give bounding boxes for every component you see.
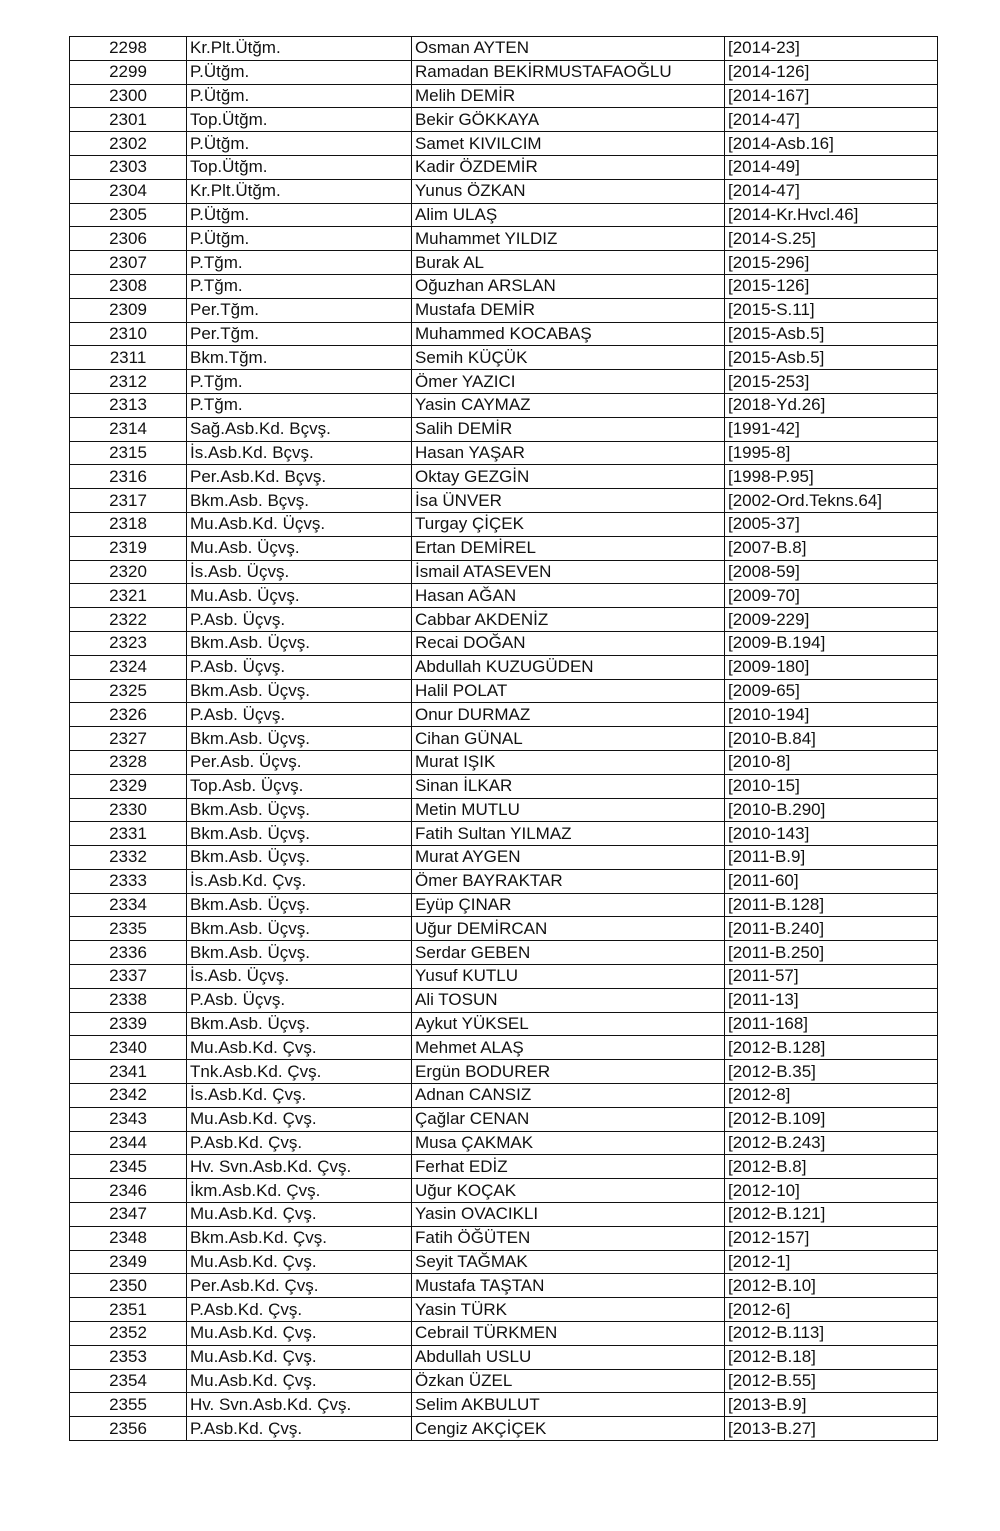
full-name-cell: Oktay GEZGİN	[412, 465, 725, 489]
reference-code-cell: [2010-15]	[725, 774, 938, 798]
reference-code-cell: [2009-70]	[725, 584, 938, 608]
full-name-cell: Ali TOSUN	[412, 988, 725, 1012]
full-name-cell: Sinan İLKAR	[412, 774, 725, 798]
table-row	[70, 1250, 938, 1274]
table-row	[70, 37, 938, 61]
table-row	[70, 1107, 938, 1131]
full-name-cell: Hasan YAŞAR	[412, 441, 725, 465]
table-row	[70, 679, 938, 703]
rank-cell: Per.Asb. Üçvş.	[187, 750, 412, 774]
reference-code-cell: [2007-B.8]	[725, 536, 938, 560]
row-number-cell: 2349	[70, 1250, 187, 1274]
full-name-cell: Serdar GEBEN	[412, 941, 725, 965]
row-number-cell: 2300	[70, 84, 187, 108]
rank-cell: Bkm.Asb.Kd. Çvş.	[187, 1226, 412, 1250]
full-name-cell: Metin MUTLU	[412, 798, 725, 822]
table-row	[70, 536, 938, 560]
rank-cell: Bkm.Asb. Üçvş.	[187, 679, 412, 703]
row-number-cell: 2346	[70, 1179, 187, 1203]
rank-cell: Per.Tğm.	[187, 298, 412, 322]
reference-code-cell: [1998-P.95]	[725, 465, 938, 489]
rank-cell: P.Tğm.	[187, 274, 412, 298]
full-name-cell: Abdullah KUZUGÜDEN	[412, 655, 725, 679]
reference-code-cell: [2011-13]	[725, 988, 938, 1012]
row-number-cell: 2310	[70, 322, 187, 346]
reference-code-cell: [2012-10]	[725, 1179, 938, 1203]
full-name-cell: Melih DEMİR	[412, 84, 725, 108]
full-name-cell: Selim AKBULUT	[412, 1393, 725, 1417]
reference-code-cell: [2014-47]	[725, 179, 938, 203]
table-row	[70, 465, 938, 489]
rank-cell: P.Ütğm.	[187, 203, 412, 227]
table-row	[70, 84, 938, 108]
rank-cell: P.Asb. Üçvş.	[187, 703, 412, 727]
reference-code-cell: [1991-42]	[725, 417, 938, 441]
table-row	[70, 774, 938, 798]
reference-code-cell: [2010-B.84]	[725, 727, 938, 751]
reference-code-cell: [2012-157]	[725, 1226, 938, 1250]
full-name-cell: Musa ÇAKMAK	[412, 1131, 725, 1155]
full-name-cell: Osman AYTEN	[412, 37, 725, 61]
full-name-cell: Burak AL	[412, 251, 725, 275]
table-row	[70, 1393, 938, 1417]
rank-cell: Tnk.Asb.Kd. Çvş.	[187, 1060, 412, 1084]
row-number-cell: 2304	[70, 179, 187, 203]
table-row	[70, 346, 938, 370]
table-row	[70, 822, 938, 846]
reference-code-cell: [2018-Yd.26]	[725, 393, 938, 417]
full-name-cell: Ferhat EDİZ	[412, 1155, 725, 1179]
row-number-cell: 2303	[70, 155, 187, 179]
row-number-cell: 2334	[70, 893, 187, 917]
table-row	[70, 941, 938, 965]
full-name-cell: Ergün BODURER	[412, 1060, 725, 1084]
rank-cell: Mu.Asb.Kd. Çvş.	[187, 1107, 412, 1131]
rank-cell: Top.Asb. Üçvş.	[187, 774, 412, 798]
row-number-cell: 2330	[70, 798, 187, 822]
full-name-cell: Cabbar AKDENİZ	[412, 608, 725, 632]
table-row	[70, 393, 938, 417]
rank-cell: Mu.Asb.Kd. Çvş.	[187, 1250, 412, 1274]
row-number-cell: 2312	[70, 370, 187, 394]
table-row	[70, 1417, 938, 1441]
row-number-cell: 2322	[70, 608, 187, 632]
rank-cell: Kr.Plt.Ütğm.	[187, 37, 412, 61]
full-name-cell: Muhammet YILDIZ	[412, 227, 725, 251]
table-row	[70, 631, 938, 655]
row-number-cell: 2355	[70, 1393, 187, 1417]
reference-code-cell: [2008-59]	[725, 560, 938, 584]
reference-code-cell: [2015-253]	[725, 370, 938, 394]
full-name-cell: Murat AYGEN	[412, 846, 725, 870]
row-number-cell: 2325	[70, 679, 187, 703]
reference-code-cell: [2015-296]	[725, 251, 938, 275]
reference-code-cell: [2009-65]	[725, 679, 938, 703]
reference-code-cell: [2012-B.243]	[725, 1131, 938, 1155]
row-number-cell: 2313	[70, 393, 187, 417]
reference-code-cell: [2010-8]	[725, 750, 938, 774]
reference-code-cell: [2012-6]	[725, 1298, 938, 1322]
table-row	[70, 846, 938, 870]
reference-code-cell: [2009-B.194]	[725, 631, 938, 655]
row-number-cell: 2298	[70, 37, 187, 61]
rank-cell: P.Asb. Üçvş.	[187, 608, 412, 632]
full-name-cell: Hasan AĞAN	[412, 584, 725, 608]
reference-code-cell: [2015-Asb.5]	[725, 322, 938, 346]
full-name-cell: Mustafa DEMİR	[412, 298, 725, 322]
reference-code-cell: [2011-B.250]	[725, 941, 938, 965]
rank-cell: Bkm.Asb. Üçvş.	[187, 822, 412, 846]
reference-code-cell: [2009-229]	[725, 608, 938, 632]
personnel-table-body	[70, 37, 938, 1441]
full-name-cell: Yusuf KUTLU	[412, 965, 725, 989]
full-name-cell: Yasin TÜRK	[412, 1298, 725, 1322]
full-name-cell: Salih DEMİR	[412, 417, 725, 441]
reference-code-cell: [2011-168]	[725, 1012, 938, 1036]
reference-code-cell: [2012-B.18]	[725, 1345, 938, 1369]
reference-code-cell: [2014-49]	[725, 155, 938, 179]
rank-cell: Mu.Asb.Kd. Çvş.	[187, 1203, 412, 1227]
reference-code-cell: [2009-180]	[725, 655, 938, 679]
row-number-cell: 2321	[70, 584, 187, 608]
table-row	[70, 917, 938, 941]
rank-cell: Per.Tğm.	[187, 322, 412, 346]
rank-cell: P.Asb. Üçvş.	[187, 655, 412, 679]
table-row	[70, 727, 938, 751]
table-row	[70, 608, 938, 632]
row-number-cell: 2340	[70, 1036, 187, 1060]
full-name-cell: Özkan ÜZEL	[412, 1369, 725, 1393]
rank-cell: Bkm.Asb. Üçvş.	[187, 727, 412, 751]
reference-code-cell: [2014-Asb.16]	[725, 132, 938, 156]
full-name-cell: Ertan DEMİREL	[412, 536, 725, 560]
rank-cell: Per.Asb.Kd. Bçvş.	[187, 465, 412, 489]
table-row	[70, 1274, 938, 1298]
full-name-cell: Uğur KOÇAK	[412, 1179, 725, 1203]
reference-code-cell: [2012-8]	[725, 1084, 938, 1108]
table-row	[70, 988, 938, 1012]
row-number-cell: 2320	[70, 560, 187, 584]
full-name-cell: Uğur DEMİRCAN	[412, 917, 725, 941]
table-row	[70, 703, 938, 727]
table-row	[70, 560, 938, 584]
full-name-cell: Halil POLAT	[412, 679, 725, 703]
table-row	[70, 1155, 938, 1179]
row-number-cell: 2343	[70, 1107, 187, 1131]
row-number-cell: 2306	[70, 227, 187, 251]
full-name-cell: Yasin OVACIKLI	[412, 1203, 725, 1227]
rank-cell: P.Ütğm.	[187, 84, 412, 108]
reference-code-cell: [2010-194]	[725, 703, 938, 727]
reference-code-cell: [2014-47]	[725, 108, 938, 132]
table-row	[70, 1012, 938, 1036]
table-row	[70, 132, 938, 156]
full-name-cell: Cengiz AKÇİÇEK	[412, 1417, 725, 1441]
full-name-cell: Yunus ÖZKAN	[412, 179, 725, 203]
full-name-cell: Ömer YAZICI	[412, 370, 725, 394]
reference-code-cell: [2002-Ord.Tekns.64]	[725, 489, 938, 513]
row-number-cell: 2342	[70, 1084, 187, 1108]
reference-code-cell: [2015-S.11]	[725, 298, 938, 322]
full-name-cell: Adnan CANSIZ	[412, 1084, 725, 1108]
full-name-cell: İsmail ATASEVEN	[412, 560, 725, 584]
full-name-cell: Cebrail TÜRKMEN	[412, 1322, 725, 1346]
full-name-cell: Mustafa TAŞTAN	[412, 1274, 725, 1298]
row-number-cell: 2324	[70, 655, 187, 679]
full-name-cell: Recai DOĞAN	[412, 631, 725, 655]
reference-code-cell: [2014-23]	[725, 37, 938, 61]
rank-cell: Bkm.Asb. Üçvş.	[187, 917, 412, 941]
reference-code-cell: [2013-B.9]	[725, 1393, 938, 1417]
reference-code-cell: [2011-60]	[725, 869, 938, 893]
reference-code-cell: [2011-B.9]	[725, 846, 938, 870]
row-number-cell: 2335	[70, 917, 187, 941]
table-row	[70, 1298, 938, 1322]
row-number-cell: 2327	[70, 727, 187, 751]
table-row	[70, 750, 938, 774]
rank-cell: Mu.Asb.Kd. Çvş.	[187, 1322, 412, 1346]
full-name-cell: Samet KIVILCIM	[412, 132, 725, 156]
table-row	[70, 965, 938, 989]
table-row	[70, 227, 938, 251]
full-name-cell: Mehmet ALAŞ	[412, 1036, 725, 1060]
rank-cell: İs.Asb.Kd. Bçvş.	[187, 441, 412, 465]
reference-code-cell: [2010-B.290]	[725, 798, 938, 822]
reference-code-cell: [2012-B.109]	[725, 1107, 938, 1131]
row-number-cell: 2341	[70, 1060, 187, 1084]
rank-cell: Kr.Plt.Ütğm.	[187, 179, 412, 203]
row-number-cell: 2352	[70, 1322, 187, 1346]
rank-cell: Mu.Asb. Üçvş.	[187, 584, 412, 608]
reference-code-cell: [2014-167]	[725, 84, 938, 108]
reference-code-cell: [2012-B.35]	[725, 1060, 938, 1084]
table-row	[70, 655, 938, 679]
full-name-cell: Alim ULAŞ	[412, 203, 725, 227]
reference-code-cell: [2010-143]	[725, 822, 938, 846]
rank-cell: Mu.Asb.Kd. Çvş.	[187, 1369, 412, 1393]
table-row	[70, 370, 938, 394]
rank-cell: P.Tğm.	[187, 370, 412, 394]
reference-code-cell: [2014-126]	[725, 60, 938, 84]
full-name-cell: Ömer BAYRAKTAR	[412, 869, 725, 893]
rank-cell: P.Tğm.	[187, 251, 412, 275]
rank-cell: Mu.Asb.Kd. Çvş.	[187, 1036, 412, 1060]
rank-cell: Bkm.Asb. Bçvş.	[187, 489, 412, 513]
row-number-cell: 2305	[70, 203, 187, 227]
rank-cell: Hv. Svn.Asb.Kd. Çvş.	[187, 1155, 412, 1179]
rank-cell: İs.Asb. Üçvş.	[187, 965, 412, 989]
rank-cell: Bkm.Asb. Üçvş.	[187, 941, 412, 965]
row-number-cell: 2332	[70, 846, 187, 870]
table-row	[70, 251, 938, 275]
full-name-cell: Eyüp ÇINAR	[412, 893, 725, 917]
full-name-cell: Murat IŞIK	[412, 750, 725, 774]
reference-code-cell: [2015-Asb.5]	[725, 346, 938, 370]
rank-cell: P.Asb.Kd. Çvş.	[187, 1131, 412, 1155]
rank-cell: Bkm.Asb. Üçvş.	[187, 893, 412, 917]
row-number-cell: 2316	[70, 465, 187, 489]
row-number-cell: 2307	[70, 251, 187, 275]
full-name-cell: Muhammed KOCABAŞ	[412, 322, 725, 346]
row-number-cell: 2348	[70, 1226, 187, 1250]
full-name-cell: Kadir ÖZDEMİR	[412, 155, 725, 179]
row-number-cell: 2317	[70, 489, 187, 513]
rank-cell: Mu.Asb. Üçvş.	[187, 536, 412, 560]
reference-code-cell: [2011-57]	[725, 965, 938, 989]
rank-cell: Bkm.Asb. Üçvş.	[187, 1012, 412, 1036]
table-row	[70, 274, 938, 298]
rank-cell: Bkm.Asb. Üçvş.	[187, 631, 412, 655]
row-number-cell: 2311	[70, 346, 187, 370]
rank-cell: P.Tğm.	[187, 393, 412, 417]
row-number-cell: 2345	[70, 1155, 187, 1179]
reference-code-cell: [2005-37]	[725, 512, 938, 536]
reference-code-cell: [2011-B.128]	[725, 893, 938, 917]
table-row	[70, 512, 938, 536]
row-number-cell: 2338	[70, 988, 187, 1012]
rank-cell: P.Asb.Kd. Çvş.	[187, 1298, 412, 1322]
row-number-cell: 2331	[70, 822, 187, 846]
row-number-cell: 2339	[70, 1012, 187, 1036]
table-row	[70, 1203, 938, 1227]
row-number-cell: 2323	[70, 631, 187, 655]
row-number-cell: 2302	[70, 132, 187, 156]
row-number-cell: 2329	[70, 774, 187, 798]
table-row	[70, 1060, 938, 1084]
rank-cell: P.Ütğm.	[187, 60, 412, 84]
reference-code-cell: [2012-1]	[725, 1250, 938, 1274]
full-name-cell: Ramadan BEKİRMUSTAFAOĞLU	[412, 60, 725, 84]
reference-code-cell: [2014-S.25]	[725, 227, 938, 251]
reference-code-cell: [2012-B.55]	[725, 1369, 938, 1393]
rank-cell: Top.Ütğm.	[187, 155, 412, 179]
full-name-cell: Seyit TAĞMAK	[412, 1250, 725, 1274]
row-number-cell: 2353	[70, 1345, 187, 1369]
row-number-cell: 2314	[70, 417, 187, 441]
table-row	[70, 441, 938, 465]
full-name-cell: Semih KÜÇÜK	[412, 346, 725, 370]
reference-code-cell: [2014-Kr.Hvcl.46]	[725, 203, 938, 227]
full-name-cell: Abdullah USLU	[412, 1345, 725, 1369]
rank-cell: İs.Asb.Kd. Çvş.	[187, 869, 412, 893]
row-number-cell: 2299	[70, 60, 187, 84]
rank-cell: Bkm.Asb. Üçvş.	[187, 846, 412, 870]
reference-code-cell: [2012-B.8]	[725, 1155, 938, 1179]
full-name-cell: Turgay ÇİÇEK	[412, 512, 725, 536]
row-number-cell: 2301	[70, 108, 187, 132]
full-name-cell: Aykut YÜKSEL	[412, 1012, 725, 1036]
row-number-cell: 2337	[70, 965, 187, 989]
full-name-cell: Fatih Sultan YILMAZ	[412, 822, 725, 846]
rank-cell: Sağ.Asb.Kd. Bçvş.	[187, 417, 412, 441]
table-row	[70, 893, 938, 917]
full-name-cell: İsa ÜNVER	[412, 489, 725, 513]
table-row	[70, 1179, 938, 1203]
reference-code-cell: [2015-126]	[725, 274, 938, 298]
table-row	[70, 1345, 938, 1369]
row-number-cell: 2326	[70, 703, 187, 727]
table-row	[70, 1226, 938, 1250]
row-number-cell: 2333	[70, 869, 187, 893]
row-number-cell: 2336	[70, 941, 187, 965]
row-number-cell: 2351	[70, 1298, 187, 1322]
table-row	[70, 108, 938, 132]
rank-cell: Mu.Asb.Kd. Çvş.	[187, 1345, 412, 1369]
full-name-cell: Bekir GÖKKAYA	[412, 108, 725, 132]
reference-code-cell: [2012-B.10]	[725, 1274, 938, 1298]
reference-code-cell: [2012-B.128]	[725, 1036, 938, 1060]
rank-cell: Bkm.Asb. Üçvş.	[187, 798, 412, 822]
table-row	[70, 489, 938, 513]
full-name-cell: Onur DURMAZ	[412, 703, 725, 727]
row-number-cell: 2315	[70, 441, 187, 465]
table-row	[70, 60, 938, 84]
table-row	[70, 798, 938, 822]
personnel-table	[69, 36, 938, 1441]
reference-code-cell: [2011-B.240]	[725, 917, 938, 941]
table-row	[70, 1322, 938, 1346]
rank-cell: Top.Ütğm.	[187, 108, 412, 132]
reference-code-cell: [2012-B.121]	[725, 1203, 938, 1227]
full-name-cell: Çağlar CENAN	[412, 1107, 725, 1131]
full-name-cell: Yasin CAYMAZ	[412, 393, 725, 417]
rank-cell: Bkm.Tğm.	[187, 346, 412, 370]
rank-cell: P.Ütğm.	[187, 132, 412, 156]
table-row	[70, 417, 938, 441]
table-row	[70, 869, 938, 893]
row-number-cell: 2350	[70, 1274, 187, 1298]
table-row	[70, 1084, 938, 1108]
table-row	[70, 1131, 938, 1155]
row-number-cell: 2308	[70, 274, 187, 298]
reference-code-cell: [2013-B.27]	[725, 1417, 938, 1441]
full-name-cell: Fatih ÖĞÜTEN	[412, 1226, 725, 1250]
row-number-cell: 2328	[70, 750, 187, 774]
row-number-cell: 2354	[70, 1369, 187, 1393]
full-name-cell: Cihan GÜNAL	[412, 727, 725, 751]
full-name-cell: Oğuzhan ARSLAN	[412, 274, 725, 298]
row-number-cell: 2318	[70, 512, 187, 536]
row-number-cell: 2356	[70, 1417, 187, 1441]
rank-cell: İkm.Asb.Kd. Çvş.	[187, 1179, 412, 1203]
rank-cell: Mu.Asb.Kd. Üçvş.	[187, 512, 412, 536]
row-number-cell: 2309	[70, 298, 187, 322]
rank-cell: Hv. Svn.Asb.Kd. Çvş.	[187, 1393, 412, 1417]
rank-cell: Per.Asb.Kd. Çvş.	[187, 1274, 412, 1298]
rank-cell: P.Asb.Kd. Çvş.	[187, 1417, 412, 1441]
table-row	[70, 155, 938, 179]
table-row	[70, 298, 938, 322]
rank-cell: İs.Asb. Üçvş.	[187, 560, 412, 584]
table-row	[70, 179, 938, 203]
row-number-cell: 2319	[70, 536, 187, 560]
table-row	[70, 203, 938, 227]
table-row	[70, 322, 938, 346]
row-number-cell: 2347	[70, 1203, 187, 1227]
table-row	[70, 584, 938, 608]
row-number-cell: 2344	[70, 1131, 187, 1155]
table-row	[70, 1369, 938, 1393]
reference-code-cell: [1995-8]	[725, 441, 938, 465]
rank-cell: P.Asb. Üçvş.	[187, 988, 412, 1012]
rank-cell: P.Ütğm.	[187, 227, 412, 251]
reference-code-cell: [2012-B.113]	[725, 1322, 938, 1346]
rank-cell: İs.Asb.Kd. Çvş.	[187, 1084, 412, 1108]
table-row	[70, 1036, 938, 1060]
